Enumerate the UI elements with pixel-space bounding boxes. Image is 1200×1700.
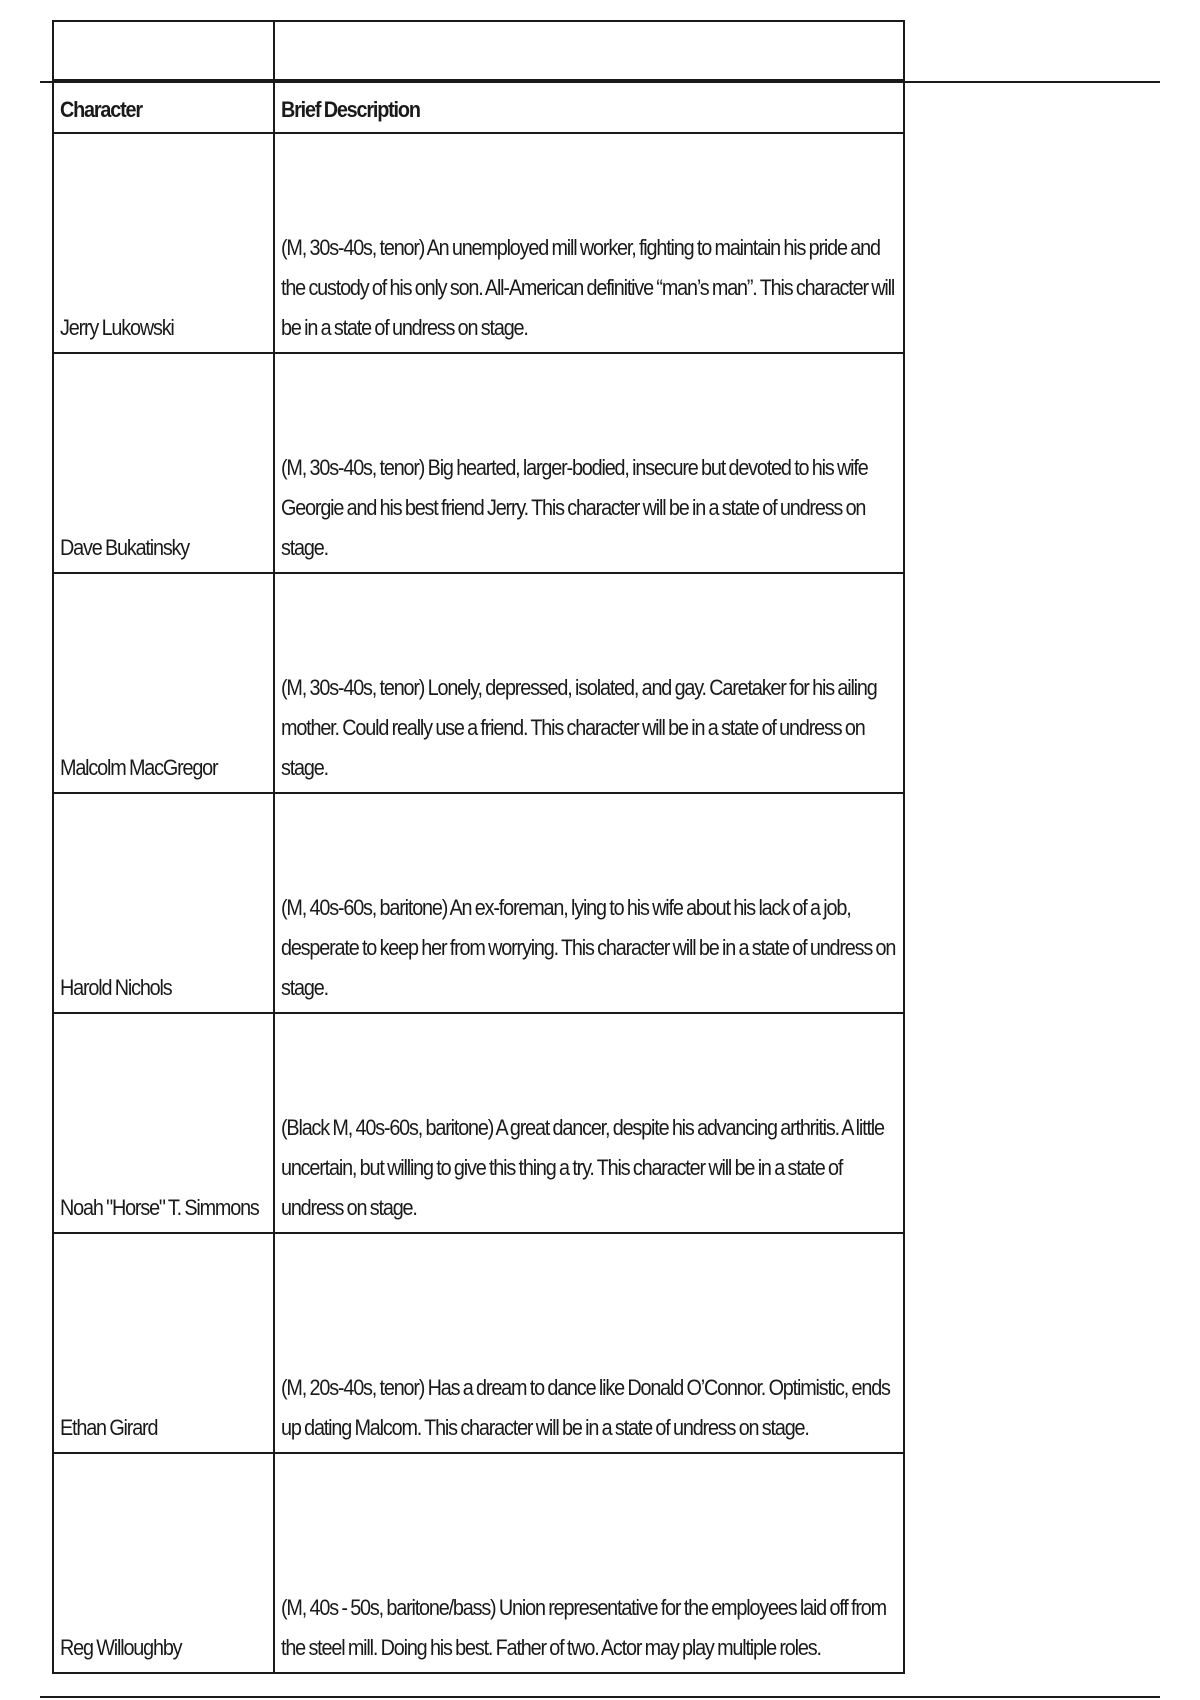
table-row [53,133,904,353]
header-row [53,80,904,133]
blank-cell [274,21,904,80]
character-column-header: Character [53,80,274,133]
character-description: (M, 30s-40s, tenor) Big hearted, larger-bodied, insecure but devoted to his wife Georgie and his best friend Jerry. This character will be in a state of undress on stage. [274,353,904,573]
character-description: (M, 40s - 50s, baritone/bass) Union representative for the employees laid off from the steel mill. Doing his best. Father of two. Actor may play multiple roles. [274,1453,904,1673]
character-description: (M, 40s-60s, baritone) An ex-foreman, lying to his wife about his lack of a job, desperate to keep her from worrying. This character will be in a state of undress on stage. [274,793,904,1013]
table-row [53,793,904,1013]
character-description: (M, 30s-40s, tenor) An unemployed mill worker, fighting to maintain his pride and the custody of his only son. All-American definitive “man’s man”. This character will be in a state of undress on stage. [274,133,904,353]
character-name: Dave Bukatinsky [53,353,274,573]
character-description: (Black M, 40s-60s, baritone) A great dancer, despite his advancing arthritis. A little uncertain, but willing to give this thing a try. This character will be in a state of undress on stage. [274,1013,904,1233]
blank-cell [53,21,274,80]
character-name: Reg Willoughby [53,1453,274,1673]
character-description: (M, 30s-40s, tenor) Lonely, depressed, isolated, and gay. Caretaker for his ailing mother. Could really use a friend. This character will be in a state of undress on stage. [274,573,904,793]
character-name: Jerry Lukowski [53,133,274,353]
description-column-header: Brief Description [274,80,904,133]
character-name: Harold Nichols [53,793,274,1013]
footer-rule [40,1696,1160,1698]
character-table [52,20,905,1674]
table-row [53,573,904,793]
character-description: (M, 20s-40s, tenor) Has a dream to dance like Donald O’Connor. Optimistic, ends up dating Malcom. This character will be in a state of undress on stage. [274,1233,904,1453]
table-row [53,1013,904,1233]
table-row [53,353,904,573]
blank-row [53,21,904,80]
table-row [53,1453,904,1673]
character-name: Ethan Girard [53,1233,274,1453]
table-row [53,1233,904,1453]
character-name: Noah "Horse" T. Simmons [53,1013,274,1233]
character-name: Malcolm MacGregor [53,573,274,793]
